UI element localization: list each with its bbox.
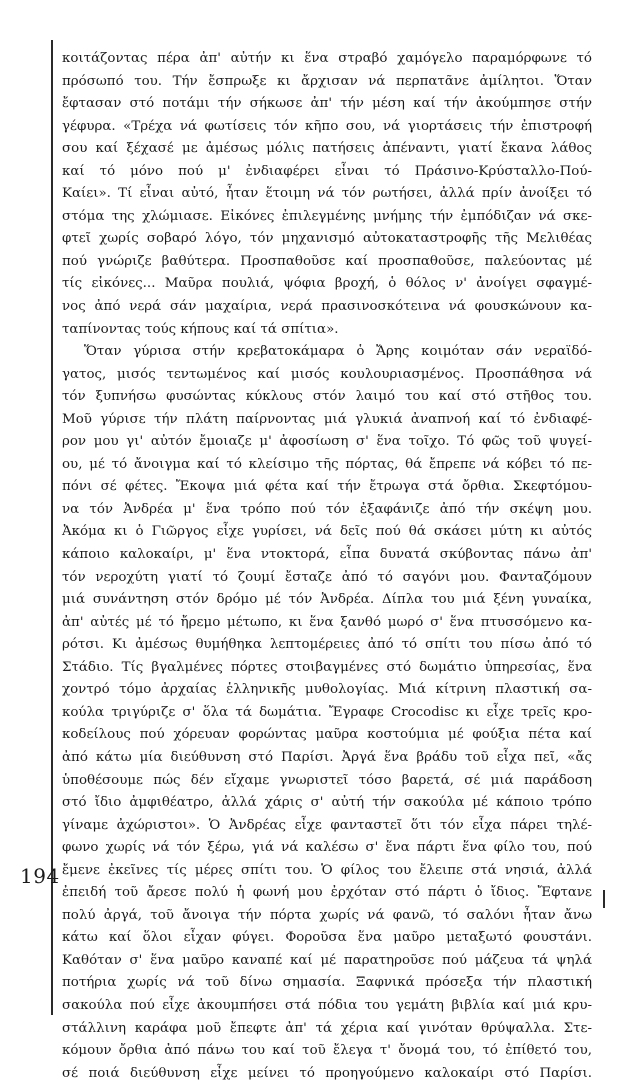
text-line: τόν νεροχύτη γιατί τό ζουμί ἔσταζε ἀπό τό σαγόνι μου. Φανταζόμουν [62,569,592,585]
text-line: τίς εἰκόνες... Μαῦρα πουλιά, ψόφια βροχή, ὁ θόλος ν' ἀνοίγει σφαγμέ- [62,276,592,292]
text-line: φτεῖ χωρίς σοβαρό λόγο, τόν μηχανισμό αὐτοκαταστροφῆς τῆς Μελιθέας [62,231,592,247]
text-line: καί τό μόνο πού μ' ἐνδιαφέρει εἶναι τό Πράσινο-Κρύσταλλο-Πού- [62,163,592,179]
text-line: ου, μέ τό ἄνοιγμα καί τό κλείσιμο τῆς πόρτας, θά ἔπρεπε νά κόβει τό πε- [62,456,592,472]
text-line: Ἀκόμα κι ὁ Γιῶργος εἶχε γυρίσει, νά δεῖς πού θά σκάσει μύτη κι αὐτός [62,524,592,540]
text-line: σέ ποιά διεύθυνση εἶχε μείνει τό προηγούμενο καλοκαίρι στό Παρίσι. [62,1065,592,1081]
text-line: γίναμε ἀχώριστοι». Ὁ Ἀνδρέας εἶχε φανταστεῖ ὅτι τόν εἶχα πάρει τηλέ- [62,817,592,833]
text-line: πρόσωπό του. Τήν ἔσπρωξε κι ἄρχισαν νά περπατᾶνε ἀμίλητοι. Ὅταν [62,73,592,89]
text-line: πού γνώριζε βαθύτερα. Προσπαθοῦσε καί προσπαθοῦσε, παλεύοντας μέ [62,253,592,269]
text-line: μιά συνάντηση στόν δρόμο μέ τόν Ἀνδρέα. Δίπλα του μιά ξένη γυναίκα, [62,592,592,608]
text-line: Μοῦ γύρισε τήν πλάτη παίρνοντας μιά γλυκιά ἀναπνοή καί τό ἐνδιαφέ- [62,411,592,427]
text-line: στάλλινη καράφα μοῦ ἔπεφτε ἀπ' τά χέρια καί γινόταν θρύψαλλα. Στε- [62,1020,592,1036]
page-number: 194 [20,864,60,888]
text-line: κάτω καί ὅλοι εἶχαν φύγει. Φοροῦσα ἕνα μαῦρο μεταξωτό φουστάνι. [62,930,592,946]
text-line: πολύ ἀργά, τοῦ ἄνοιγα τήν πόρτα χωρίς νά φανῶ, τό σαλόνι ἦταν ἄνω [62,907,592,923]
text-line: ποτήρια χωρίς νά τοῦ δίνω σημασία. Ξαφνικά πρόσεξα τήν πλαστική [62,975,592,991]
text-line: κούλα τριγύριζε σ' ὅλα τά δωμάτια. Ἔγραφε Crocodisc κι εἶχε τρεῖς κρο- [62,704,592,720]
margin-mark [603,890,605,908]
text-line: γέφυρα. «Τρέχα νά φωτίσεις τόν κῆπο σου, νά γιορτάσεις τήν ἐπιστροφή [62,118,592,134]
text-line: στόμα της χλώμιασε. Εἰκόνες ἐπιλεγμένης μνήμης τήν ἐμπόδιζαν νά σκε- [62,208,592,224]
text-line: Καθόταν σ' ἕνα μαῦρο καναπέ καί μέ παρατηροῦσε πού μάζευα τά ψηλά [62,952,592,968]
text-line: τόν ξυπνήσω φυσώντας κύκλους στόν λαιμό του καί στό στῆθος του. [62,389,592,405]
text-line: φωνο χωρίς νά τόν ξέρω, γιά νά καλέσω σ' ἕνα πάρτι ἕνα φίλο του, πού [62,840,592,856]
text-line: κοδείλους πού χόρευαν φορώντας μαῦρα κοστούμια μέ φούξια πέτα καί [62,727,592,743]
text-line: κόμουν ὄρθια ἀπό πάνω του καί τοῦ ἔλεγα τ' ὄνομά του, τό ἐπίθετό του, [62,1043,592,1059]
text-line: ἔμενε ἐκεῖνες τίς μέρες σπίτι του. Ὁ φίλος του ἔλειπε στά νησιά, ἀλλά [62,862,592,878]
text-line: να τόν Ἀνδρέα μ' ἕνα τρόπο πού τόν ἐξαφάνιζε ἀπό τήν σκέψη μου. [62,501,592,517]
text-line: Στάδιο. Τίς βγαλμένες πόρτες στοιβαγμένες στό δωμάτιο ὑπηρεσίας, ἕνα [62,659,592,675]
text-line: Καίει». Τί εἶναι αὐτό, ἦταν ἕτοιμη νά τόν ρωτήσει, ἀλλά πρίν ἀνοίξει τό [62,186,592,202]
text-line: ἔφτασαν στό ποτάμι τήν σήκωσε ἀπ' τήν μέση καί τήν ἀκούμπησε στήν [62,96,592,112]
text-line: χοντρό τόμο ἀρχαίας ἑλληνικῆς μυθολογίας. Μιά κίτρινη πλαστική σα- [62,682,592,698]
text-line: σακούλα πού εἶχε ἀκουμπήσει στά πόδια του γεμάτη βιβλία καί μιά κρυ- [62,997,592,1013]
text-line: κοιτάζοντας πέρα ἀπ' αὐτήν κι ἕνα στραβό χαμόγελο παραμόρφωνε τό [62,51,592,66]
text-line: ρότσι. Κι ἀμέσως θυμήθηκα λεπτομέρειες ἀπό τό σπίτι του πίσω ἀπό τό [62,637,592,653]
text-line: νος ἀπό νερά σάν μαχαίρια, νερά πρασινοσκότεινα νά φουσκώνουν κα- [62,299,592,315]
body-text [62,48,592,1085]
text-line: πόνι σέ φέτες. Ἔκοψα μιά φέτα καί τήν ἔτρωγα στά ὄρθια. Σκεφτόμου- [62,479,592,495]
text-line: γατος, μισός τεντωμένος καί μισός κουλουριασμένος. Προσπάθησα νά [62,366,592,382]
text-line: ὑποθέσουμε πώς δέν εἴχαμε γνωριστεῖ τόσο βαρετά, σέ μιά παράδοση [62,772,592,788]
text-line: ταπίνοντας τούς κήπους καί τά σπίτια». [62,321,339,337]
text-line: στό ἴδιο ἀμφιθέατρο, ἀλλά χάρις σ' αὐτή τήν σακούλα μέ κάποιο τρόπο [62,795,592,811]
text-line: ρον μου γι' αὐτόν ἔμοιαζε μ' ἀφοσίωση σ' ἕνα τοῖχο. Τό φῶς τοῦ ψυγεί- [62,434,592,450]
text-line: ἀπ' αὐτές μέ τό ἤρεμο μέτωπο, κι ἕνα ξανθό μωρό σ' ἕνα πτυσσόμενο κα- [62,614,592,630]
text-line: ἐπειδή τοῦ ἄρεσε πολύ ἡ φωνή μου ἐρχόταν στό πάρτι ὁ ἴδιος. Ἔφτανε [62,885,592,901]
text-line: ἀπό κάτω μία διεύθυνση στό Παρίσι. Ἀργά ἕνα βράδυ τοῦ εἶχα πεῖ, «ἄς [62,749,592,765]
text-line: σου καί ξέχασέ με ἀμέσως μόλις πατήσεις ἀπέναντι, γιατί ἔκανα λάθος [62,141,592,157]
text-line: κάποιο καλοκαίρι, μ' ἕνα ντοκτορά, εἶπα δυνατά σκύβοντας πάνω ἀπ' [62,547,592,563]
text-line: Ὅταν γύρισα στήν κρεβατοκάμαρα ὁ Ἄρης κοιμόταν σάν νεραϊδό- [84,344,592,360]
